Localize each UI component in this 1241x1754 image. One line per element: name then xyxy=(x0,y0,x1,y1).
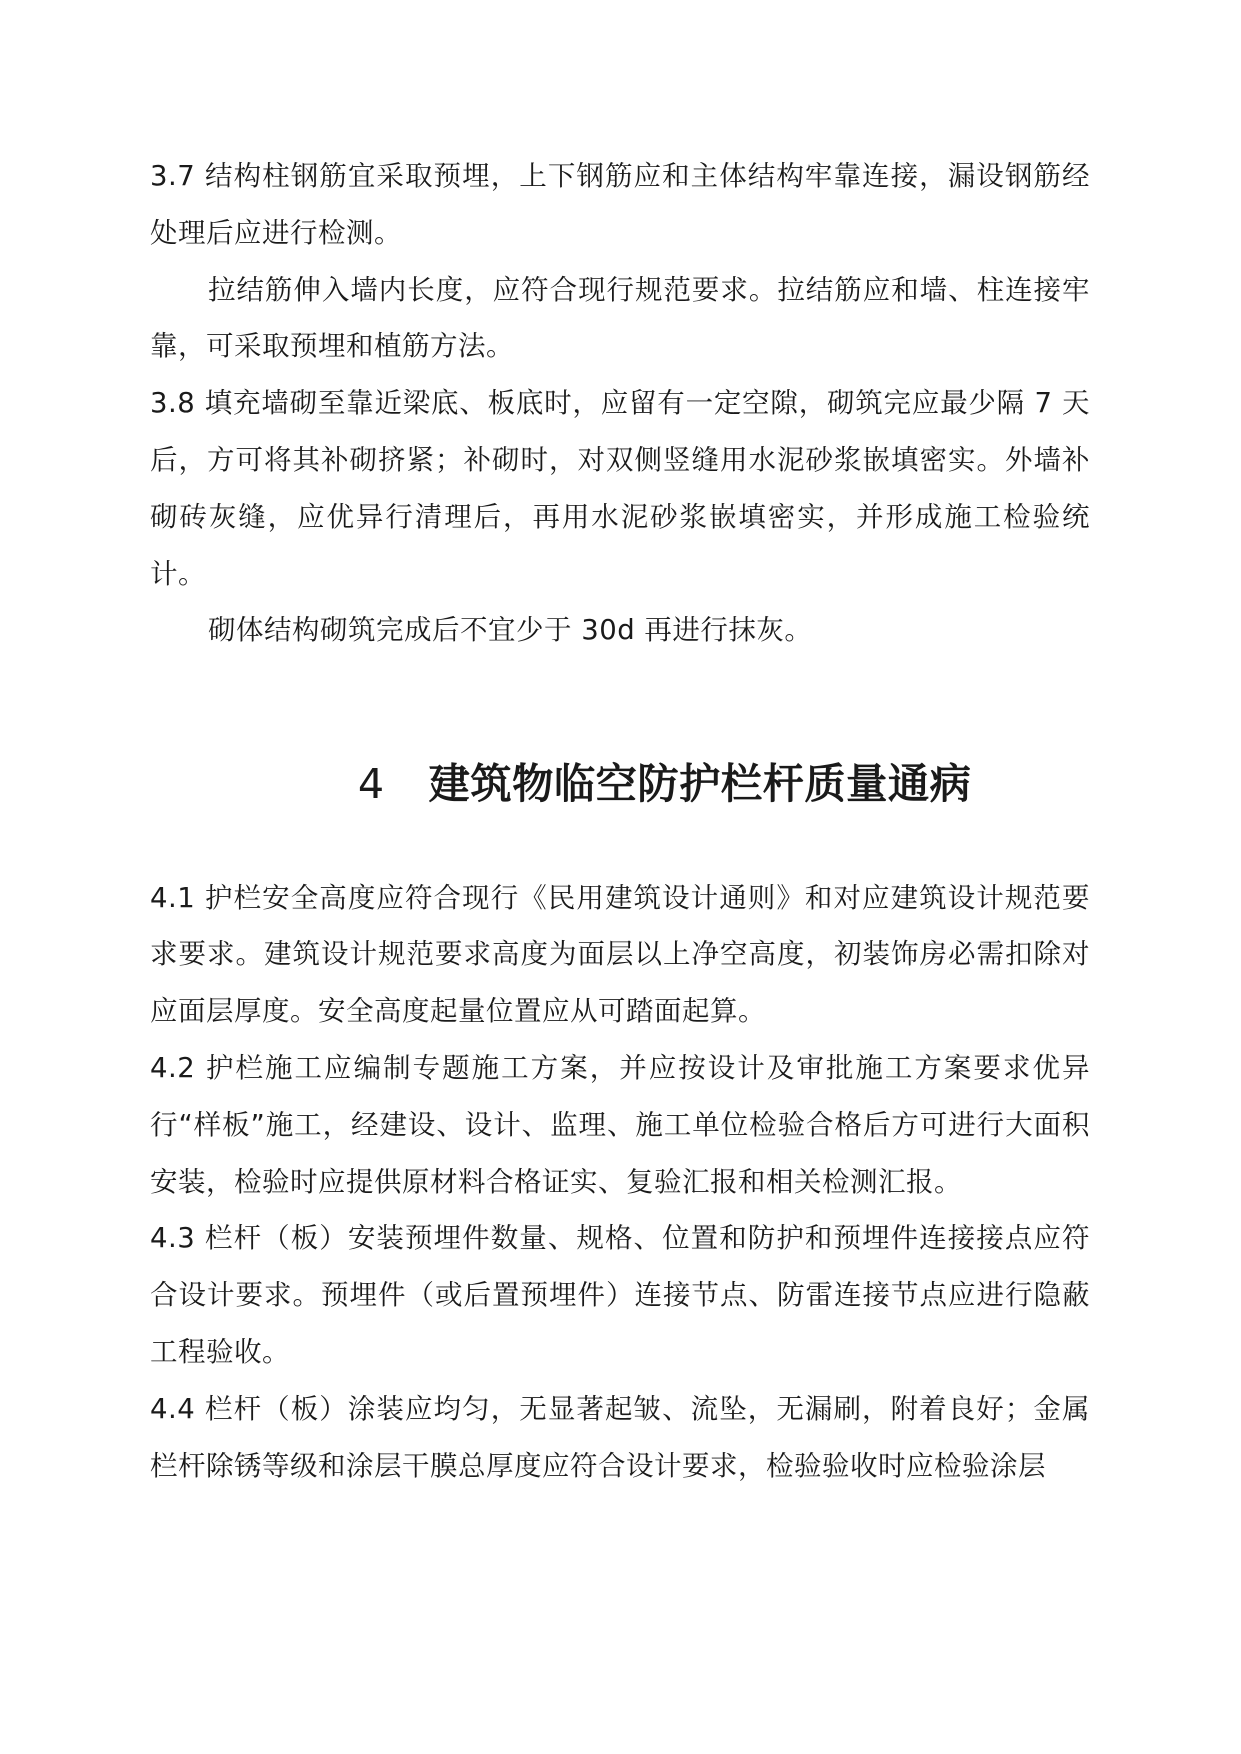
paragraph-3-8: 3.8 填充墙砌至靠近梁底、板底时，应留有一定空隙，砌筑完应最少隔 7 天后，方可将其补砌挤紧；补砌时，对双侧竖缝用水泥砂浆嵌填密实。外墙补砌砖灰缝，应优异行清理后，再用水泥砂浆嵌填密实，并形成施工检验统计。 xyxy=(150,387,1090,590)
paragraph-4-3: 4.3 栏杆（板）安装预埋件数量、规格、位置和防护和预埋件连接接点应符合设计要求。预埋件（或后置预埋件）连接节点、防雷连接节点应进行隐蔽工程验收。 xyxy=(150,1222,1090,1368)
document-body xyxy=(150,148,1090,1494)
paragraph-4-2: 4.2 护栏施工应编制专题施工方案，并应按设计及审批施工方案要求优异行“样板”施工，经建设、设计、监理、施工单位检验合格后方可进行大面积安装，检验时应提供原材料合格证实、复验汇报和相关检测汇报。 xyxy=(150,1051,1090,1198)
section-title: 建筑物临空防护栏杆质量通病 xyxy=(428,759,972,808)
paragraph-3-7: 3.7 结构柱钢筋宜采取预埋，上下钢筋应和主体结构牢靠连接，漏设钢筋经处理后应进行检测。 xyxy=(150,160,1090,249)
paragraph-4-4: 4.4 栏杆（板）涂装应均匀，无显著起皱、流坠，无漏刷，附着良好；金属栏杆除锈等级和涂层干膜总厚度应符合设计要求，检验验收时应检验涂层 xyxy=(150,1392,1090,1482)
section-number: 4 xyxy=(357,759,385,808)
section-heading xyxy=(150,699,1090,869)
paragraph-4-1: 4.1 护栏安全高度应符合现行《民用建筑设计通则》和对应建筑设计规范要求要求。建筑设计规范要求高度为面层以上净空高度，初装饰房必需扣除对应面层厚度。安全高度起量位置应从可踏面起算。 xyxy=(150,881,1090,1028)
paragraph-plastering: 砌体结构砌筑完成后不宜少于 30d 再进行抹灰。 xyxy=(208,614,813,647)
paragraph-tie-bar: 拉结筋伸入墙内长度，应符合现行规范要求。拉结筋应和墙、柱连接牢靠，可采取预埋和植筋方法。 xyxy=(150,273,1090,363)
